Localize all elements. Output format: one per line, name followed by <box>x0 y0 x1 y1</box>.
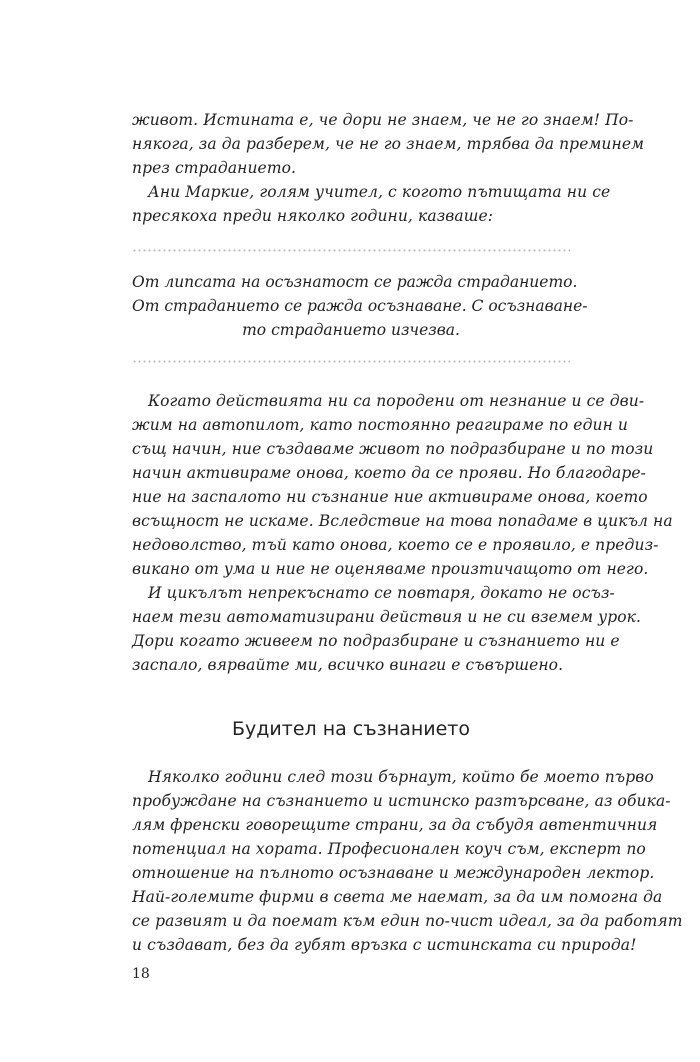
text-line: Няколко години след този бърнаут, който бе моето първо <box>148 768 654 786</box>
text-line: жим на автопилот, като постоянно реагираме по един и <box>132 416 628 434</box>
text-line: наем тези автоматизирани действия и не си вземем урок. <box>132 608 642 626</box>
text-line: пресякоха преди няколко години, казваше: <box>132 207 494 225</box>
page-number: 18 <box>132 966 150 982</box>
text-line: недоволство, тъй като онова, което се е проявило, е предиз- <box>132 536 659 554</box>
text-line: лям френски говорещите страни, за да събудя автентичния <box>132 816 658 834</box>
text-line: Дори когато живеем по подразбиране и съзнанието ни е <box>132 632 620 650</box>
text-line: отношение на пълното осъзнаване и международен лектор. <box>132 864 655 882</box>
text-line: Най-големите фирми в света ме наемат, за да им помогна да <box>132 888 663 906</box>
text-line: се развият и да поемат към един по-чист идеал, за да работят <box>132 912 683 930</box>
section-heading: Будител на съзнанието <box>231 718 470 740</box>
text-line: живот. Истината е, че дори не знаем, че не го знаем! По- <box>132 111 634 129</box>
text-line: през страданието. <box>132 159 297 177</box>
text-line: всъщност не искаме. Вследствие на това попадаме в цикъл на <box>132 512 673 530</box>
quote-line: то страданието изчезва. <box>242 321 460 339</box>
paragraph <box>132 581 642 677</box>
quote-line: От липсата на осъзнатост се ражда страданието. <box>132 273 578 291</box>
paragraph <box>132 180 611 228</box>
text-line: и създават, без да губят връзка с истинската си природа! <box>132 936 637 954</box>
text-line: И цикълът непрекъснато се повтаря, докато не осъз- <box>148 584 615 602</box>
quote-line: От страданието се ражда осъзнаване. С осъзнаване- <box>132 297 588 315</box>
text-line: заспало, вярвайте ми, всичко винаги е съвършено. <box>132 656 564 674</box>
paragraph <box>132 108 645 180</box>
text-line: някога, за да разберем, че не го знаем, трябва да преминем <box>132 135 645 153</box>
quote-block <box>132 270 588 342</box>
text-line: потенциал на хората. Професионален коуч съм, експерт по <box>132 840 646 858</box>
text-line: пробуждане на съзнанието и истинско разтърсване, аз обика- <box>132 792 671 810</box>
text-line: начин активираме онова, което да се прояви. Но благодаре- <box>132 464 646 482</box>
paragraph <box>132 389 673 581</box>
text-line: Когато действията ни са породени от незнание и се дви- <box>148 392 645 410</box>
text-line: ние на заспалото ни съзнание ние активираме онова, което <box>132 488 648 506</box>
page-body <box>132 108 683 957</box>
text-line: викано от ума и ние не оценяваме произтичащото от него. <box>132 560 649 578</box>
paragraph <box>132 765 683 957</box>
text-line: Ани Маркие, голям учител, с когото пътищата ни се <box>148 183 611 201</box>
text-line: същ начин, ние създаваме живот по подразбиране и по този <box>132 440 654 458</box>
